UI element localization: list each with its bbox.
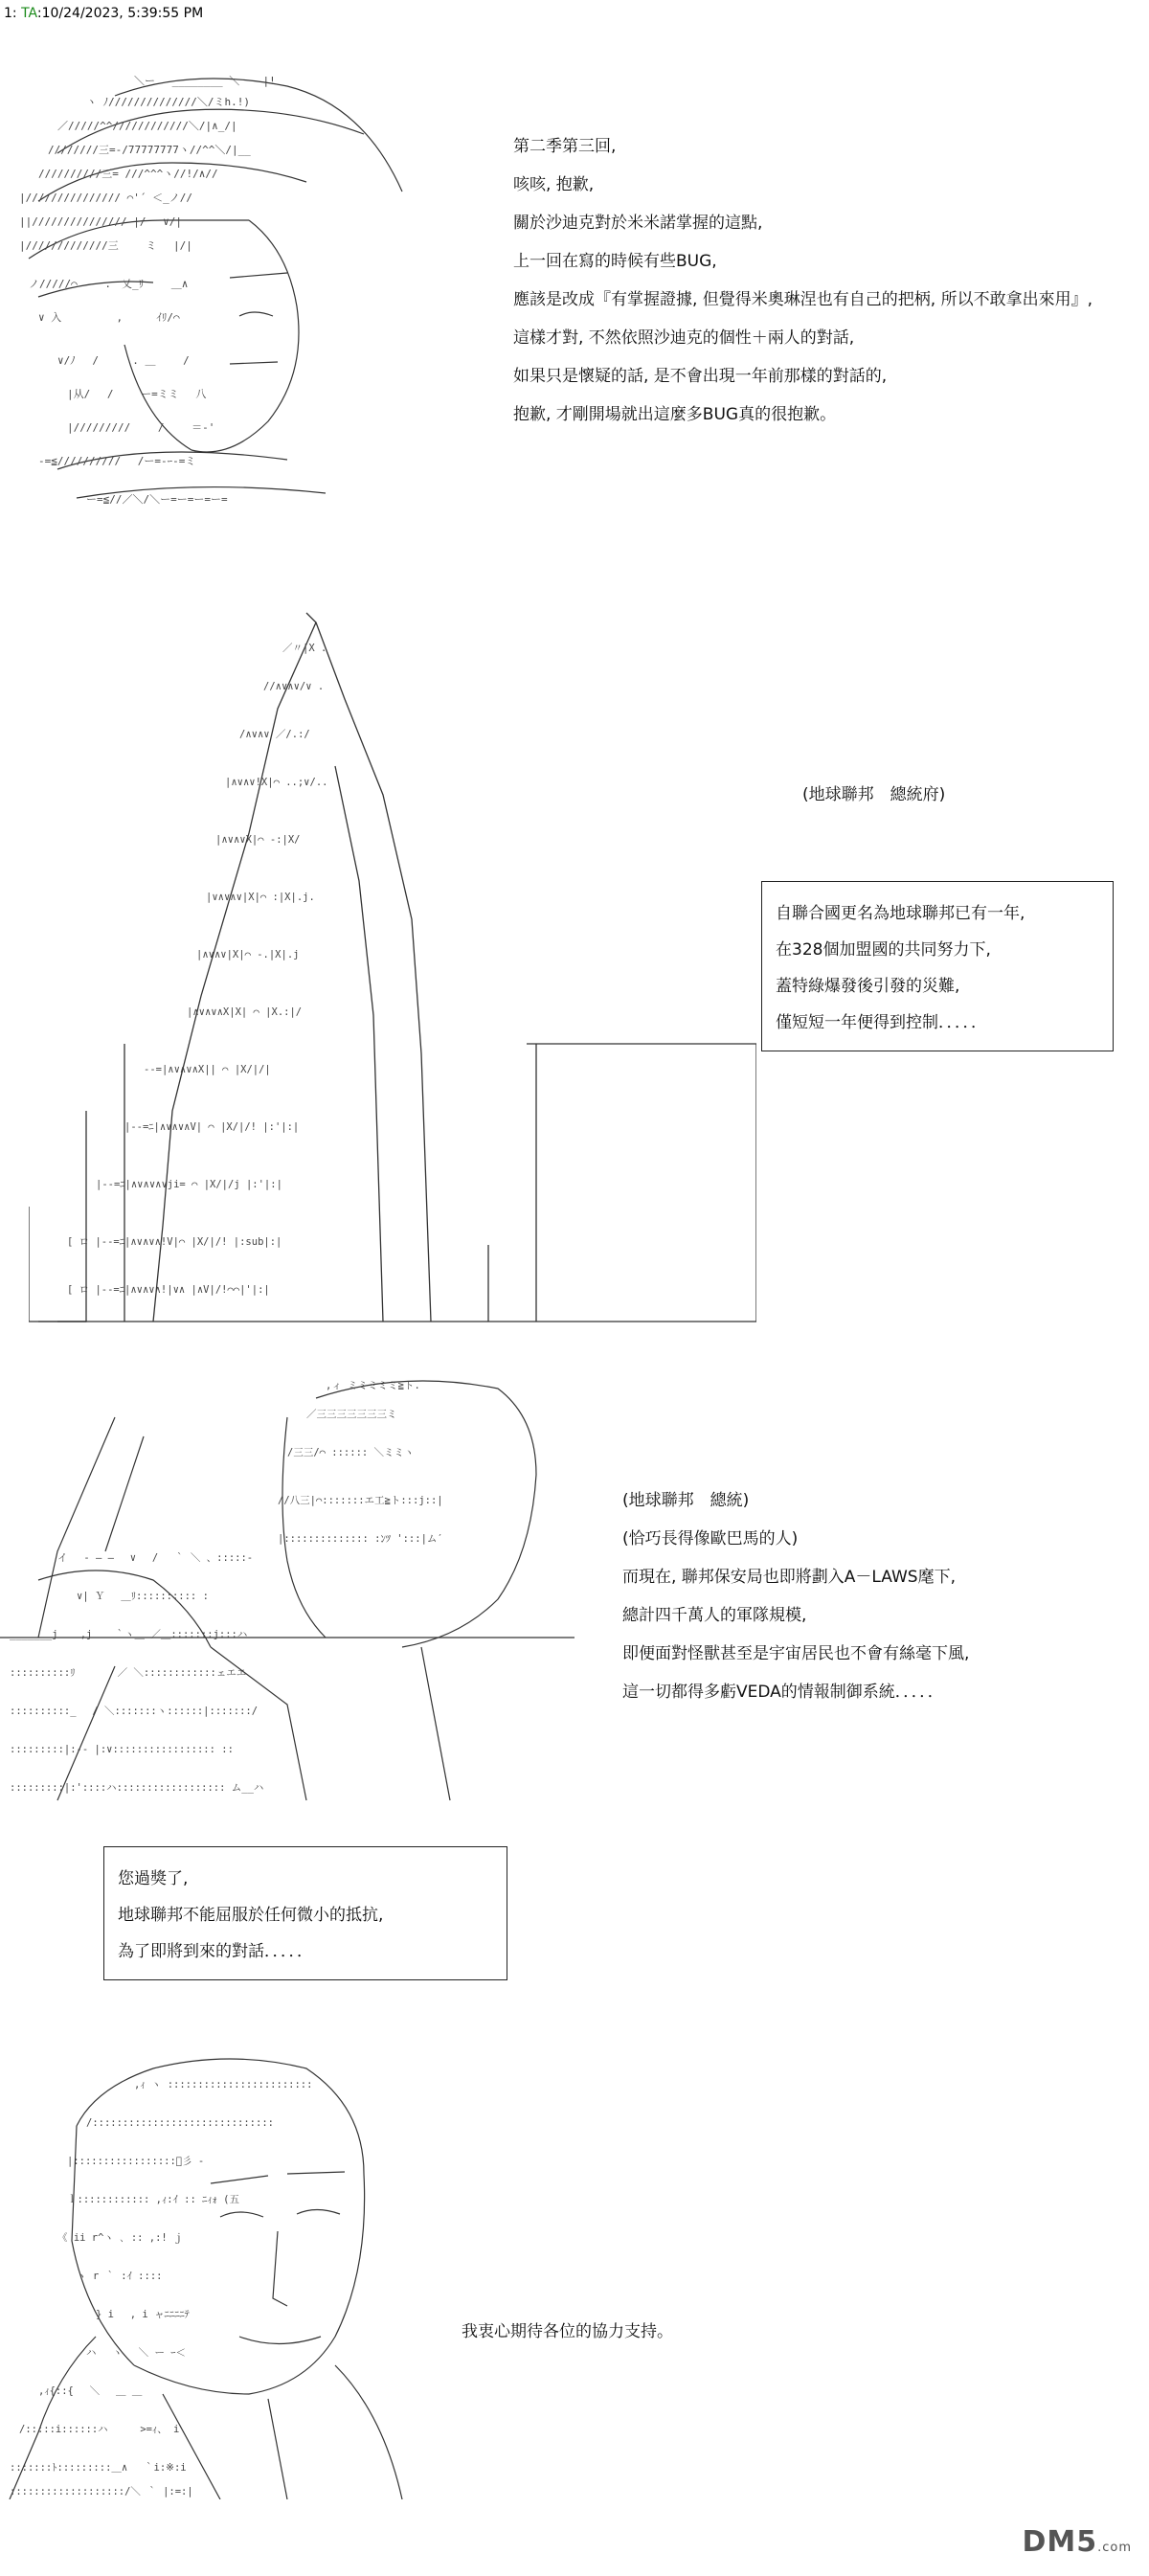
narration-line: 即便面對怪獸甚至是宇宙居民也不會有絲毫下風,: [622, 1644, 970, 1663]
box-line: 為了即將到來的對話．．．．．: [118, 1942, 313, 1961]
narration-line: 應該是改成『有掌握證據, 但覺得米奧琳涅也有自己的把柄, 所以不敢拿出來用』,: [513, 290, 1093, 309]
svg-text:::::::::::ﾘ ／ ＼:::::::::::: ::::::::::ﾘ ／ ＼::::::::::::ェエエ: [10, 1667, 247, 1679]
narration-line: 上一回在寫的時候有些BUG,: [513, 252, 717, 271]
svg-text:_______j ,j ｀ヽ＿ ／＿:::::::j: _______j ,j ｀ヽ＿ ／＿:::::::j:::ハ: [10, 1629, 248, 1640]
ascii-art-tower-building: [29, 594, 756, 1341]
svg-text:} i , i ャﾆﾆﾆﾆﾃ: } i , i ャﾆﾆﾆﾆﾃ: [96, 2309, 190, 2320]
svg-text:イ ‐ ― ― ∨ / ｀ ＼ 、:::::‐: イ ‐ ― ― ∨ / ｀ ＼ 、:::::‐: [57, 1552, 254, 1564]
svg-text::::::::::|:-‐ |:∨:::::::::::::: :::::::::|:-‐ |:∨::::::::::::::::: ::: [10, 1744, 234, 1755]
svg-text:|从/ / ー=ミミ 八: |从/ / ー=ミミ 八: [67, 388, 207, 400]
watermark-suffix: .com: [1097, 2541, 1132, 2555]
scene2-narration-box: [761, 881, 1114, 1051]
svg-text://////////三= ///^^^ヽ//!/∧//: //////////三= ///^^^ヽ//!/∧//: [38, 168, 218, 180]
narration-line: 而現在, 聯邦保安局也即將劃入A－LAWS麾下,: [622, 1568, 957, 1587]
svg-text:＼ー ________ ＼ |!: ＼ー ________ ＼ |!: [134, 75, 276, 87]
svg-text:[ ロ |--=ﾆ|∧∨∧∨∧!V|⌒ |X/|/! |:s: [ ロ |--=ﾆ|∧∨∧∨∧!V|⌒ |X/|/! |:sub|:|: [67, 1236, 282, 1248]
narration-line: (恰巧長得像歐巴馬的人): [622, 1529, 799, 1548]
post-id: 1: [4, 6, 12, 21]
svg-text:/:::::i::::::ハ >=ｨ、 i: /:::::i::::::ハ >=ｨ、 i: [19, 2424, 180, 2435]
svg-text:|:::::::::::::: :ﾝﾂ ':::|ム′: |:::::::::::::: :ﾝﾂ ':::|ム′: [278, 1533, 443, 1545]
scene4-line: 我衷心期待各位的協力支持。: [462, 2322, 673, 2341]
svg-text::::::::::::::::::::/＼ ｀ |:=:|: :::::::::::::::::::/＼ ｀ |:=:|: [10, 2486, 193, 2497]
scene3-dialogue-box: [103, 1846, 507, 1980]
svg-text:ノ/////⌒ . 乂_ﾘ ＿∧: ノ/////⌒ . 乂_ﾘ ＿∧: [29, 278, 189, 290]
svg-text:ヽ ﾉ//////////////＼/ミh.!): ヽ ﾉ//////////////＼/ミh.!): [86, 96, 250, 108]
box-line: 地球聯邦不能屈服於任何微小的抵抗,: [118, 1906, 384, 1925]
svg-text:|∧∨∧∨|X|⌒ -.|X|.j: |∧∨∧∨|X|⌒ -.|X|.j: [196, 949, 300, 960]
svg-text://八三|⌒:::::::エ工≧ト:::j::|: //八三|⌒:::::::エ工≧ト:::j::|: [278, 1495, 443, 1506]
svg-text:|:::::::::::::::::ﾞ彡 ‐: |:::::::::::::::::ﾞ彡 ‐: [67, 2156, 205, 2167]
scene1-narration: [513, 127, 1093, 434]
ascii-art-president: [0, 1360, 574, 1810]
ascii-art-character-1: [0, 57, 450, 517]
narration-line: 這樣才對, 不然依照沙迪克的個性＋兩人的對話,: [513, 328, 855, 348]
svg-text:/∧∨∧∨ ／/.:/: /∧∨∧∨ ／/.:/: [239, 729, 310, 740]
svg-text:////////三=-/77777777ヽ//^^＼/|__: ////////三=-/77777777ヽ//^^＼/|__: [48, 144, 251, 156]
svg-text:|--=ﾆ|∧∨∧∨∧V| ⌒ |X/|/! |:'|:|: |--=ﾆ|∧∨∧∨∧V| ⌒ |X/|/! |:'|:|: [124, 1121, 300, 1133]
svg-text:∨/ﾉ / . ＿ /: ∨/ﾉ / . ＿ /: [57, 354, 190, 367]
ascii-art-character-2: [0, 2049, 479, 2499]
narration-line: 第二季第三回,: [513, 137, 617, 156]
svg-text:|/////////////三 ミ |/|: |/////////////三 ミ |/|: [19, 239, 192, 252]
svg-text:／三三三三三三三ミ: ／三三三三三三三ミ: [306, 1409, 397, 1420]
svg-text:::::::::::_ / ＼:::::::ヽ::::::: ::::::::::_ / ＼:::::::ヽ::::::|:::::::/: [10, 1706, 259, 1717]
svg-text:∨ 入 , ｲﾘ/⌒: ∨ 入 , ｲﾘ/⌒: [38, 311, 180, 324]
box-line: 蓋特綠爆發後引發的災難,: [776, 977, 960, 996]
svg-text:|/////////////// ⌒'´ ＜_ノ//: |/////////////// ⌒'´ ＜_ノ//: [19, 192, 192, 204]
poster-name: TA: [21, 6, 37, 21]
svg-text:|∧∨∧∨∧X|X| ⌒ |X.:|/: |∧∨∧∨∧X|X| ⌒ |X.:|/: [187, 1006, 303, 1018]
scene2-location-label: (地球聯邦 總統府): [802, 785, 946, 804]
svg-text:|--=ﾆ|∧∨∧∨∧∨ji= ⌒ |X/|/j |:'|:: |--=ﾆ|∧∨∧∨∧∨ji= ⌒ |X/|/j |:'|:|: [96, 1179, 282, 1190]
svg-text:||/////////////// |/ ∨/|: ||/////////////// |/ ∨/|: [19, 215, 182, 228]
svg-text:,ｨ{::{ ＼ ＿ ＿: ,ｨ{::{ ＼ ＿ ＿: [38, 2385, 143, 2397]
svg-text:[ ロ |--=ﾆ|∧∨∧∨∧!|∨∧ |∧V|/!⌒⌒|': [ ロ |--=ﾆ|∧∨∧∨∧!|∨∧ |∧V|/!⌒⌒|'|:|: [67, 1284, 270, 1296]
svg-text:|∨∧∨∧∨|X|⌒ :|X|.j.: |∨∧∨∧∨|X|⌒ :|X|.j.: [206, 892, 315, 903]
post-header: 1: TA:10/24/2023, 5:39:55 PM: [4, 6, 204, 21]
box-line: 自聯合國更名為地球聯邦已有一年,: [776, 904, 1025, 923]
narration-line: 咳咳, 抱歉,: [513, 175, 595, 194]
site-watermark-logo: [1022, 2525, 1132, 2559]
svg-text:,ィ ミミミミミ≧ト.: ,ィ ミミミミミ≧ト.: [326, 1380, 420, 1391]
box-line: 您過獎了,: [118, 1869, 189, 1888]
scene3-narration: [622, 1481, 969, 1711]
svg-text::::::::::|:'::::ハ:::::::::::::: :::::::::|:'::::ハ:::::::::::::::::: ム__ハ: [10, 1782, 264, 1794]
svg-text:/三三/⌒ :::::: ＼ミミヽ: /三三/⌒ :::::: ＼ミミヽ: [287, 1447, 415, 1458]
svg-text:／/////^^////////////＼/|∧_/|: ／/////^^////////////＼/|∧_/|: [57, 120, 237, 132]
svg-text:ハ ヽ ＼ ー ｰ＜: ハ ヽ ＼ ー ｰ＜: [86, 2347, 187, 2359]
svg-text:-=≦////////// /ー=-ｰ-=ミ: -=≦////////// /ー=-ｰ-=ミ: [38, 455, 196, 467]
post-timestamp: 10/24/2023, 5:39:55 PM: [41, 6, 204, 21]
narration-line: (地球聯邦 總統): [622, 1491, 750, 1510]
svg-text:/:::::::::::::::::::::::::::::: /::::::::::::::::::::::::::::::: [86, 2117, 274, 2129]
svg-text:--=|∧∨∧∨∧X|| ⌒ |X/|/|: --=|∧∨∧∨∧X|| ⌒ |X/|/|: [144, 1064, 271, 1075]
svg-text:|∧∨∧∨!X|⌒ ..;∨/..: |∧∨∧∨!X|⌒ ..;∨/..: [225, 777, 328, 788]
narration-line: 關於沙迪克對於米米諾掌握的這點,: [513, 214, 763, 233]
narration-line: 這一切都得多虧VEDA的情報制御系統．．．．．: [622, 1683, 944, 1702]
svg-text:∨| Ｙ ＿ﾘ:::::::::: :: ∨| Ｙ ＿ﾘ:::::::::: :: [77, 1591, 209, 1602]
svg-text:|///////// / ＝-': |///////// / ＝-': [67, 421, 215, 434]
svg-text::::::::ﾄ:::::::::＿∧ ｀i:※:i: :::::::ﾄ:::::::::＿∧ ｀i:※:i: [10, 2462, 187, 2474]
svg-text:ヽ r ｀ :ｲ ::::: ヽ r ｀ :ｲ ::::: [77, 2271, 163, 2282]
svg-text:／〃|X .: ／〃|X .: [282, 643, 327, 654]
svg-text:ー=≦//／＼/＼ー=ー=ー=ー=: ー=≦//／＼/＼ー=ー=ー=ー=: [86, 493, 228, 506]
box-line: 在328個加盟國的共同努力下,: [776, 940, 991, 960]
narration-line: 如果只是懷疑的話, 是不會出現一年前那樣的對話的,: [513, 367, 888, 386]
svg-text:|∧∨∧∨X|⌒ -:|X/: |∧∨∧∨X|⌒ -:|X/: [215, 834, 301, 846]
svg-text:ｌ:::::::::::: ,ｨ:ｲ :: ﾆｨｫ (五: ｌ:::::::::::: ,ｨ:ｲ :: ﾆｨｫ (五: [67, 2194, 240, 2205]
svg-text:《 ii r^ヽ ､ :: ,:! ｊ: 《 ii r^ヽ ､ :: ,:! ｊ: [57, 2232, 184, 2244]
box-line: 僅短短一年便得到控制．．．．．: [776, 1013, 987, 1032]
svg-text:,ｨ ヽ ::::::::::::::::::::::::: ,ｨ ヽ ::::::::::::::::::::::::: [134, 2079, 313, 2090]
watermark-brand: DM5: [1022, 2525, 1098, 2559]
narration-line: 總計四千萬人的軍隊規模,: [622, 1606, 807, 1625]
svg-text://∧∨∧∨/∨ .: //∧∨∧∨/∨ .: [263, 681, 325, 692]
narration-line: 抱歉, 才剛開場就出這麼多BUG真的很抱歉。: [513, 405, 837, 424]
